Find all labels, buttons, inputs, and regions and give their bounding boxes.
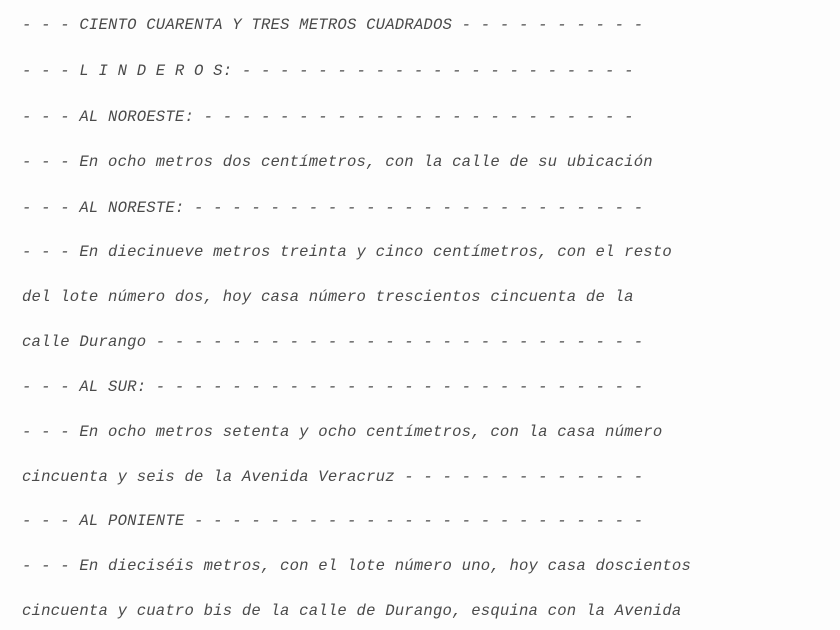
text-line-noreste-heading: - - - AL NORESTE: - - - - - - - - - - - - - - - - - - - - - - - - <box>22 199 644 217</box>
text-line-linderos-heading: - - - L I N D E R O S: - - - - - - - - - - - - - - - - - - - - - <box>22 62 634 80</box>
text-line-sur-detail-1: - - - En ocho metros setenta y ocho centímetros, con la casa número <box>22 423 663 441</box>
text-line-noroeste-heading: - - - AL NOROESTE: - - - - - - - - - - - - - - - - - - - - - - - <box>22 108 634 126</box>
text-line-noreste-detail-2: del lote número dos, hoy casa número trescientos cincuenta de la <box>22 288 634 306</box>
text-line-poniente-detail-2: cincuenta y cuatro bis de la calle de Durango, esquina con la Avenida <box>22 602 682 620</box>
text-line-sur-detail-2: cincuenta y seis de la Avenida Veracruz - - - - - - - - - - - - - <box>22 468 644 486</box>
text-line-noreste-detail-3: calle Durango - - - - - - - - - - - - - - - - - - - - - - - - - - <box>22 333 644 351</box>
text-line-noroeste-detail: - - - En ocho metros dos centímetros, con la calle de su ubicación <box>22 153 653 171</box>
text-line-noreste-detail-1: - - - En diecinueve metros treinta y cinco centímetros, con el resto <box>22 243 672 261</box>
text-line-sur-heading: - - - AL SUR: - - - - - - - - - - - - - - - - - - - - - - - - - - <box>22 378 644 396</box>
text-line-poniente-detail-1: - - - En dieciséis metros, con el lote número uno, hoy casa doscientos <box>22 557 692 575</box>
text-line-poniente-heading: - - - AL PONIENTE - - - - - - - - - - - - - - - - - - - - - - - - <box>22 512 644 530</box>
text-line-area: - - - CIENTO CUARENTA Y TRES METROS CUADRADOS - - - - - - - - - - <box>22 16 644 34</box>
